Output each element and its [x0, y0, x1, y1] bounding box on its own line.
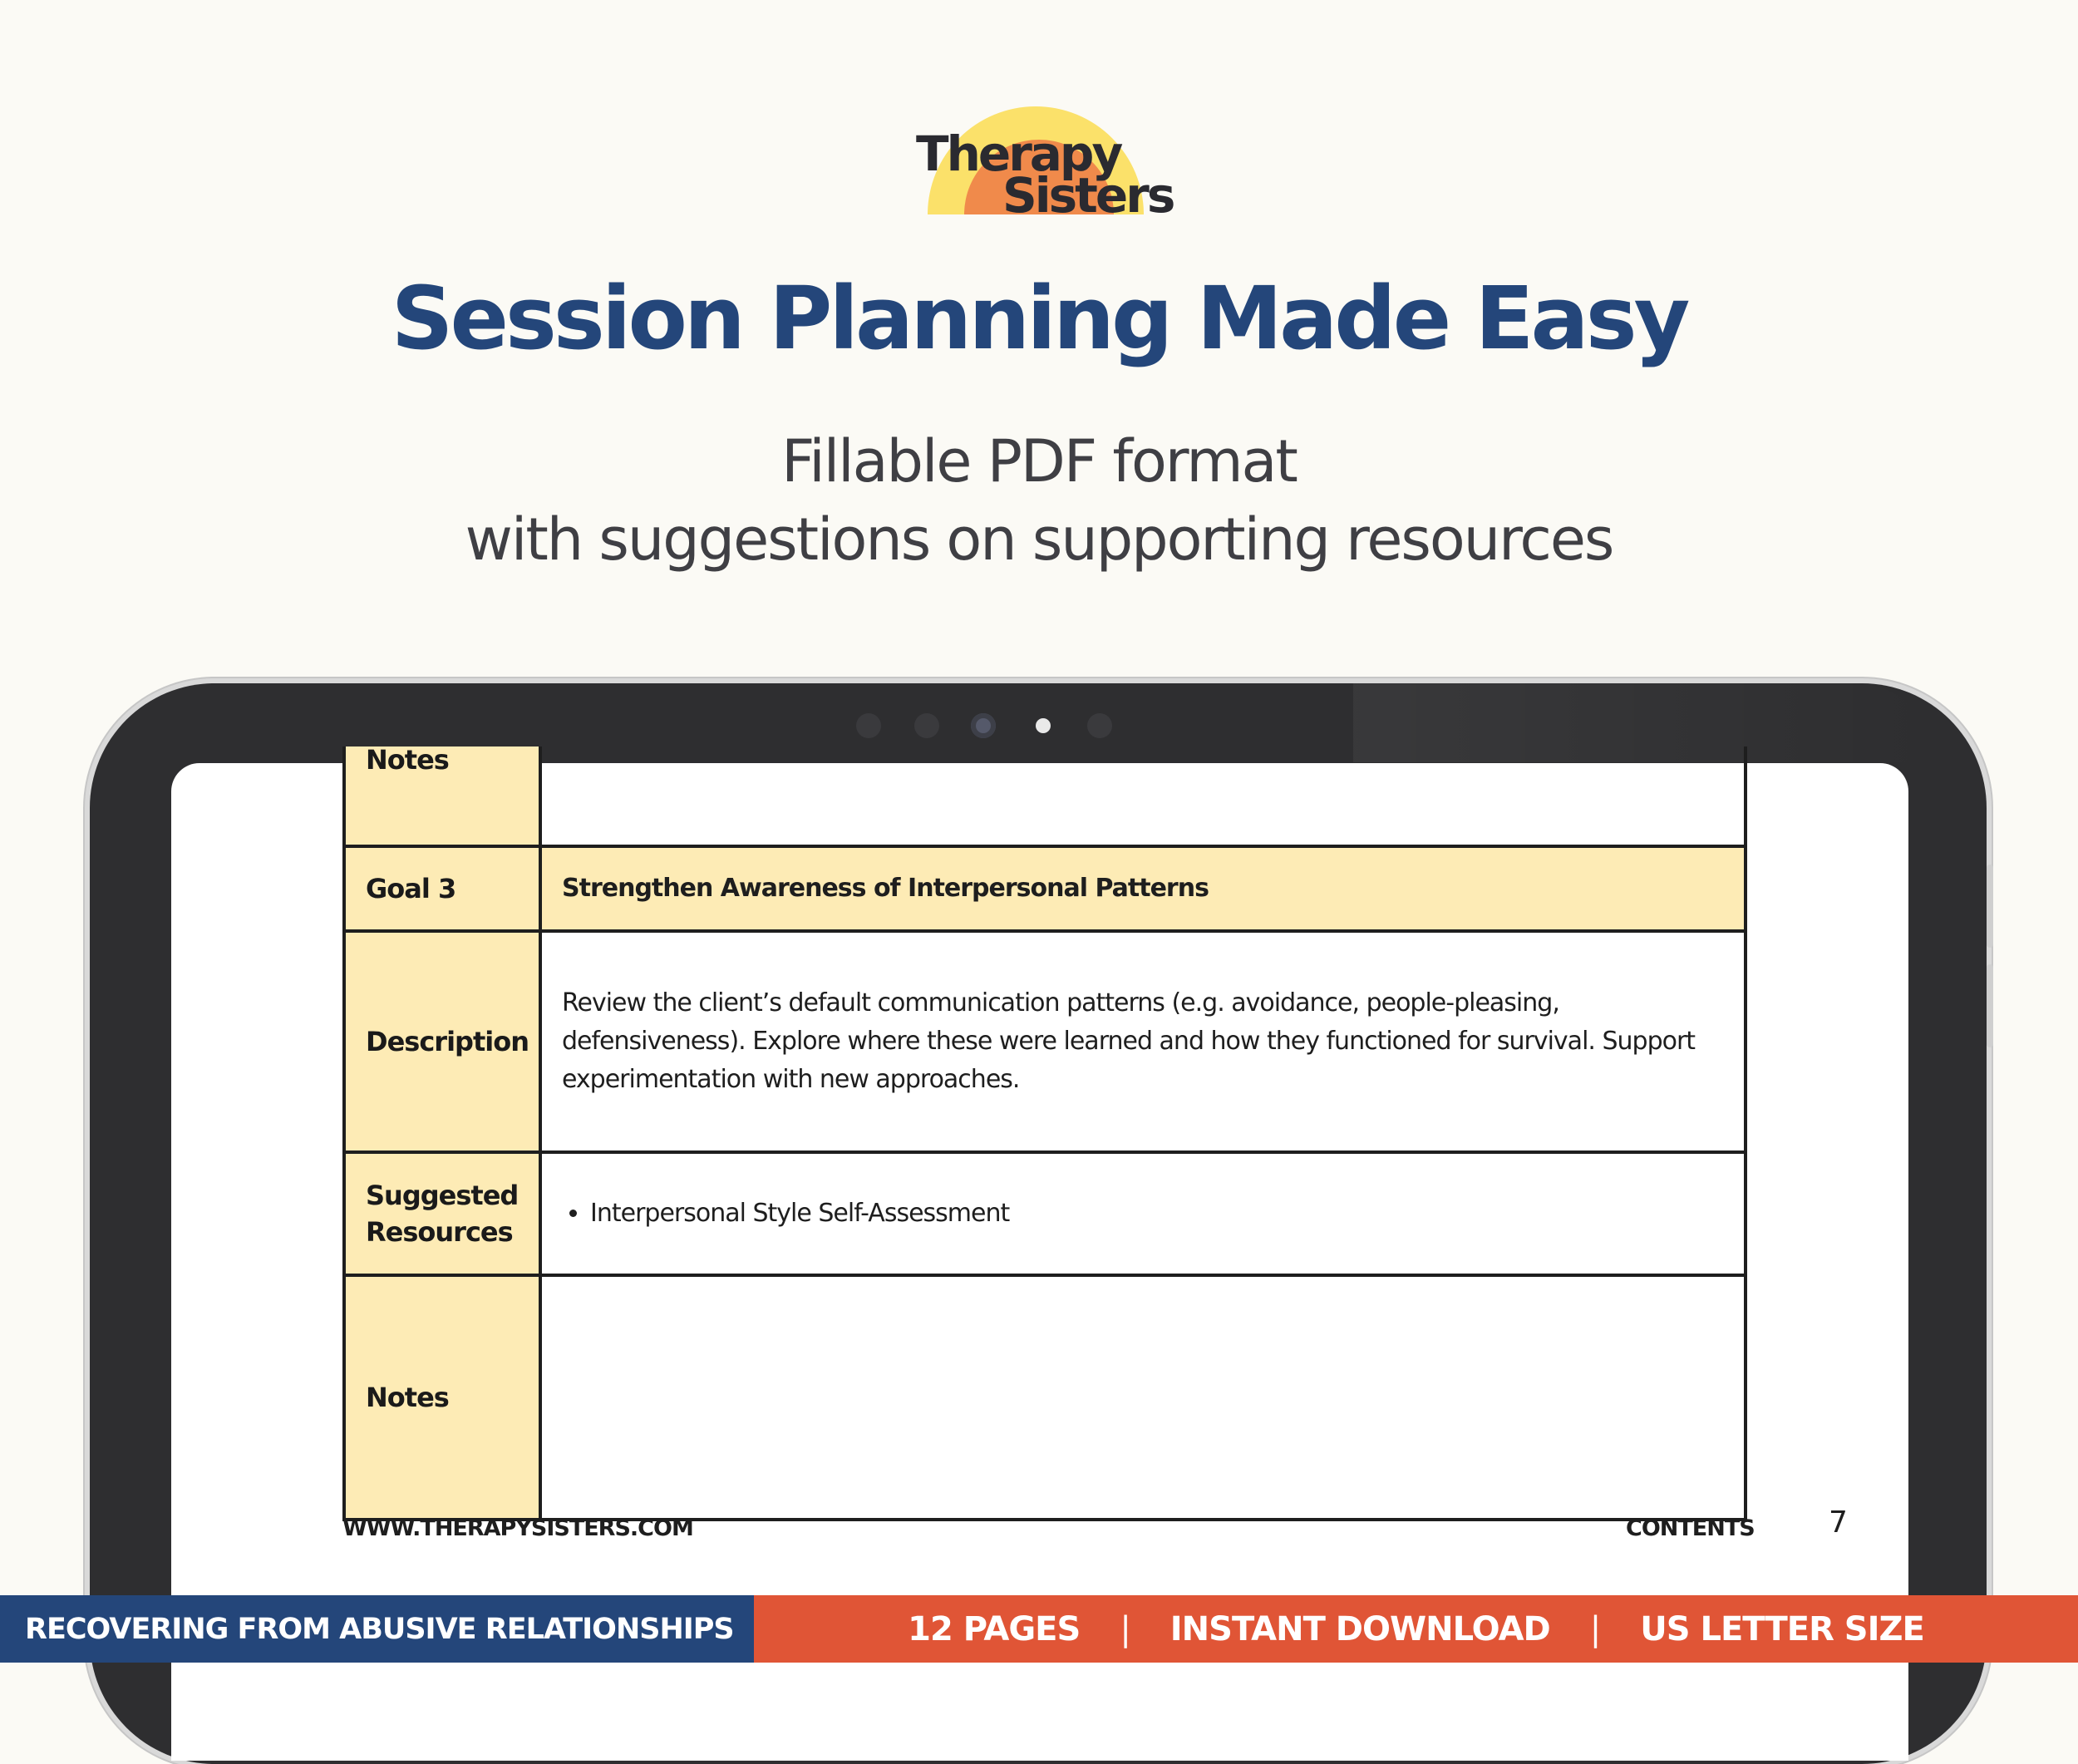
notes-label: Notes: [346, 1277, 542, 1518]
description-label: Description: [346, 933, 542, 1151]
session-plan-table: [342, 746, 1747, 1521]
banner-separator: |: [1589, 1609, 1601, 1648]
banner-separator: |: [1120, 1609, 1130, 1648]
notes-field[interactable]: [542, 1277, 1744, 1518]
table-row: [346, 1154, 1744, 1277]
notes-label-cell: [346, 746, 542, 845]
camera-dot: [856, 713, 881, 738]
tablet-side-button-upper: [1987, 865, 1993, 948]
table-row: [346, 848, 1744, 933]
banner-features: [754, 1595, 2078, 1663]
subline-resources: with suggestions on supporting resources: [465, 505, 1613, 574]
notes-label: Notes: [366, 744, 449, 776]
resources-list: [562, 1195, 1009, 1233]
table-row: [346, 1277, 1744, 1521]
suggested-resources-cell[interactable]: [542, 1154, 1744, 1274]
bottom-banner: [0, 1595, 2078, 1663]
camera-dot: [914, 713, 939, 738]
banner-instant-download: INSTANT DOWNLOAD: [1169, 1609, 1550, 1648]
description-text[interactable]: Review the client’s default communication patterns (e.g. avoidance, people-pleasing, defensiveness). Explore where these were learned and how they functioned for survival. Support experimentation with new approaches.: [562, 988, 1696, 1094]
footer-contents-link[interactable]: CONTENTS: [1626, 1515, 1755, 1541]
list-item: • Interpersonal Style Self-Assessment: [590, 1195, 1009, 1233]
camera-dot: [1087, 713, 1112, 738]
camera-light: [1036, 718, 1051, 733]
banner-letter-size: US LETTER SIZE: [1640, 1609, 1924, 1648]
footer-website[interactable]: WWW.THERAPYSISTERS.COM: [342, 1515, 693, 1541]
goal-label: Goal 3: [346, 848, 542, 929]
banner-pages: 12 PAGES: [908, 1609, 1081, 1648]
subline-format: Fillable PDF format: [781, 427, 1297, 495]
table-row: [346, 746, 1744, 848]
suggested-resources-label: Suggested Resources: [346, 1154, 542, 1274]
goal-title: Strengthen Awareness of Interpersonal Patterns: [542, 848, 1744, 929]
page-number: 7: [1829, 1505, 1848, 1540]
camera-lens-icon: [971, 713, 996, 738]
notes-field[interactable]: [542, 746, 1744, 845]
logo-word-sisters: Sisters: [1002, 167, 1174, 224]
logo-word-therapy: Therapy: [916, 126, 1121, 182]
table-row: [346, 933, 1744, 1154]
therapy-sisters-logo: [913, 98, 1174, 224]
tablet-side-button-lower: [1987, 964, 1993, 1047]
headline: Session Planning Made Easy: [391, 268, 1687, 369]
banner-title: RECOVERING FROM ABUSIVE RELATIONSHIPS: [0, 1595, 754, 1663]
